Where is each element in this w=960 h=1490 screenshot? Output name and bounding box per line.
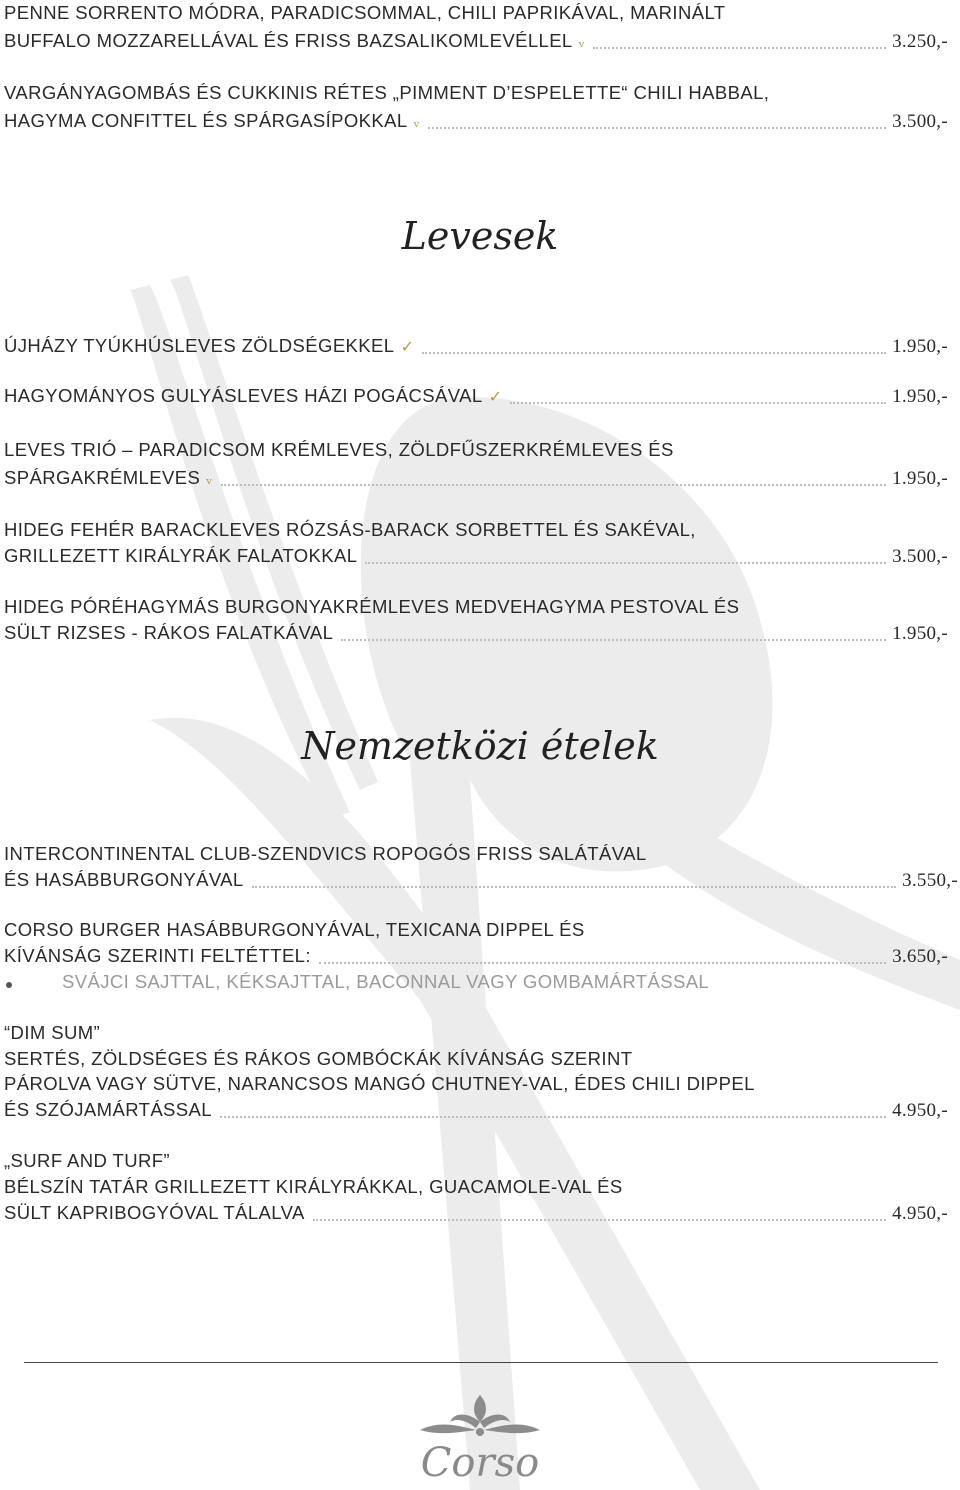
- price: 4.950,-: [892, 1203, 948, 1224]
- dish-name-line: BÉLSZÍN TATÁR GRILLEZETT KIRÁLYRÁKKAL, GUACAMOLE-VAL ÉS: [4, 1176, 623, 1197]
- checkmark-icon: ✓: [488, 387, 503, 406]
- dot-leader: [593, 46, 886, 49]
- price: 3.500,-: [892, 546, 948, 567]
- menu-item: [4, 385, 948, 411]
- dot-leader: [221, 483, 886, 486]
- menu-item: [4, 335, 948, 361]
- dish-name-line: HAGYMA CONFITTEL ÉS SPÁRGASÍPOKKAL: [4, 110, 408, 131]
- menu-item: [4, 110, 948, 136]
- dot-leader: [319, 961, 886, 964]
- menu-item: [4, 945, 948, 971]
- vegetarian-v-icon: ᵥ: [206, 469, 213, 488]
- dish-name-line: CORSO BURGER HASÁBBURGONYÁVAL, TEXICANA DIPPEL ÉS: [4, 919, 585, 940]
- dish-name-line: SÜLT KAPRIBOGYÓVAL TÁLALVA: [4, 1202, 305, 1223]
- dish-name-line: GRILLEZETT KIRÁLYRÁK FALATOKKAL: [4, 545, 358, 566]
- dish-name-line: HAGYOMÁNYOS GULYÁSLEVES HÁZI POGÁCSÁVAL: [4, 385, 483, 406]
- price: 1.950,-: [892, 386, 948, 407]
- dot-leader: [220, 1115, 886, 1118]
- menu-item: [4, 622, 948, 648]
- dish-name-line: SÜLT RIZSES - RÁKOS FALATKÁVAL: [4, 622, 334, 643]
- price: 3.500,-: [892, 111, 948, 132]
- dot-leader: [422, 351, 886, 354]
- price: 3.250,-: [892, 31, 948, 52]
- section-heading-international: Nemzetközi ételek: [301, 724, 659, 768]
- option-bullet: [6, 971, 948, 997]
- vegetarian-v-icon: ᵥ: [413, 112, 420, 131]
- price: 1.950,-: [892, 468, 948, 489]
- dish-name-line: SPÁRGAKRÉMLEVES: [4, 467, 201, 488]
- footer-divider: [24, 1362, 938, 1363]
- price: 1.950,-: [892, 623, 948, 644]
- option-text: SVÁJCI SAJTTAL, KÉKSAJTTAL, BACONNAL VAGY GOMBAMÁRTÁSSAL: [62, 971, 710, 992]
- checkmark-icon: ✓: [400, 337, 415, 356]
- dot-leader: [510, 401, 886, 404]
- price: 3.550,-: [902, 870, 958, 891]
- dish-name-line: ÉS HASÁBBURGONYÁVAL: [4, 869, 244, 890]
- bullet-icon: [6, 982, 12, 988]
- dish-name-line: BUFFALO MOZZARELLÁVAL ÉS FRISS BAZSALIKOMLEVÉLLEL: [4, 30, 573, 51]
- menu-item: [4, 1099, 948, 1125]
- dish-name-line: ÉS SZÓJAMÁRTÁSSAL: [4, 1099, 212, 1120]
- dot-leader: [365, 561, 886, 564]
- dish-name-line: INTERCONTINENTAL CLUB-SZENDVICS ROPOGÓS FRISS SALÁTÁVAL: [4, 843, 647, 864]
- dot-leader: [252, 885, 896, 888]
- dish-name-line: HIDEG PÓRÉHAGYMÁS BURGONYAKRÉMLEVES MEDVEHAGYMA PESTOVAL ÉS: [4, 596, 740, 617]
- dish-title: „SURF AND TURF”: [4, 1150, 170, 1171]
- dish-name-line: VARGÁNYAGOMBÁS ÉS CUKKINIS RÉTES „PIMMENT D’ESPELETTE“ CHILI HABBAL,: [4, 82, 770, 103]
- dish-name-line: KÍVÁNSÁG SZERINTI FELTÉTTEL:: [4, 945, 311, 966]
- dish-title: “DIM SUM”: [4, 1022, 101, 1043]
- dish-name-line: HIDEG FEHÉR BARACKLEVES RÓZSÁS-BARACK SORBETTEL ÉS SAKÉVAL,: [4, 519, 696, 540]
- dish-name-line: LEVES TRIÓ – PARADICSOM KRÉMLEVES, ZÖLDFŰSZERKRÉMLEVES ÉS: [4, 439, 674, 460]
- dot-leader: [341, 638, 886, 641]
- menu-item: [4, 545, 948, 571]
- dot-leader: [428, 126, 886, 129]
- section-heading-soups: Levesek: [401, 214, 559, 258]
- menu-item: [4, 467, 948, 493]
- dish-name-line: ÚJHÁZY TYÚKHÚSLEVES ZÖLDSÉGEKKEL: [4, 335, 395, 356]
- price: 3.650,-: [892, 946, 948, 967]
- corso-logo: Corso: [420, 1440, 540, 1486]
- dish-name-line: SERTÉS, ZÖLDSÉGES ÉS RÁKOS GOMBÓCKÁK KÍVÁNSÁG SZERINT: [4, 1048, 633, 1069]
- vegetarian-v-icon: ᵥ: [578, 32, 585, 51]
- price: 1.950,-: [892, 336, 948, 357]
- menu-item: [4, 1202, 948, 1228]
- menu-item: [4, 869, 958, 895]
- price: 4.950,-: [892, 1100, 948, 1121]
- dish-name-line: PENNE SORRENTO MÓDRA, PARADICSOMMAL, CHILI PAPRIKÁVAL, MARINÁLT: [4, 2, 726, 23]
- dot-leader: [313, 1218, 886, 1221]
- dish-name-line: PÁROLVA VAGY SÜTVE, NARANCSOS MANGÓ CHUTNEY-VAL, ÉDES CHILI DIPPEL: [4, 1073, 755, 1094]
- menu-item: [4, 30, 948, 56]
